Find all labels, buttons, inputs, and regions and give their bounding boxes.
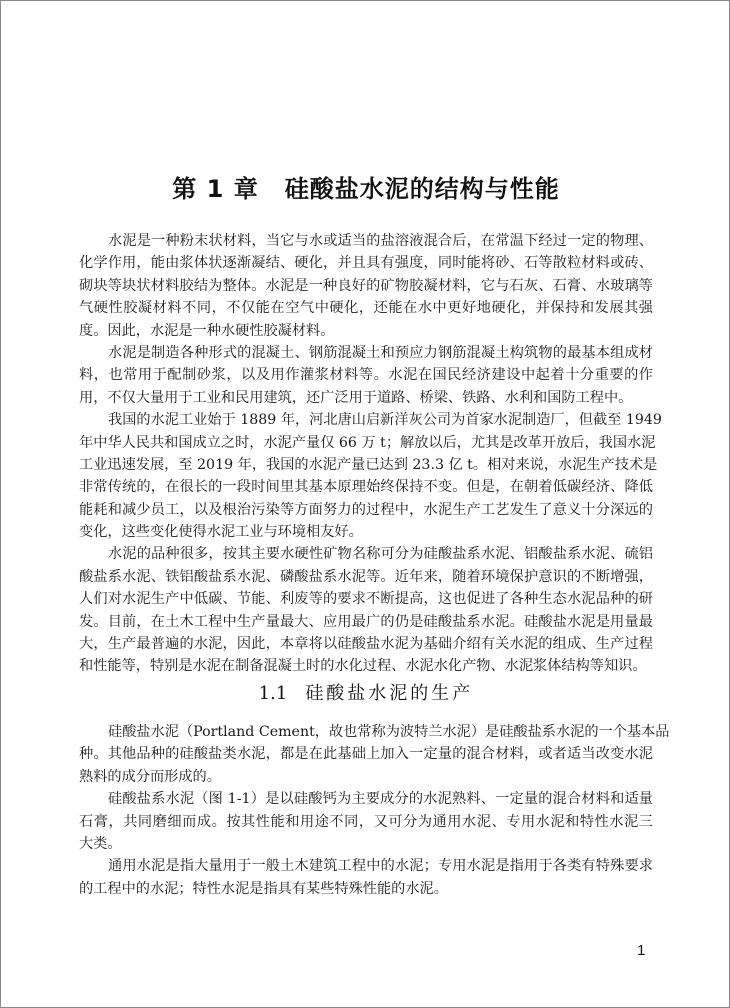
text-line: 气硬性胶凝材料不同，不仅能在空气中硬化，还能在水中更好地硬化，并保持和发展其强 — [79, 300, 653, 317]
section-number: 1.1 — [258, 683, 288, 704]
text-line: 种。其他品种的硅酸盐类水泥，都是在此基础上加入一定量的混合材料，或者适当改变水泥 — [79, 746, 653, 763]
chapter-title: 硅酸盐水泥的结构与性能 — [284, 175, 560, 203]
paragraph — [79, 721, 670, 788]
text-line: 年中华人民共和国成立之时，水泥产量仅 66 万 t；解放以后，尤其是改革开放后，我国水泥 — [79, 434, 656, 451]
text-line: 大，生产最普遍的水泥，因此，本章将以硅酸盐水泥为基础介绍有关水泥的组成、生产过程 — [79, 636, 653, 653]
text-line: 水泥是一种粉末状材料，当它与水或适当的盐溶液混合后，在常温下经过一定的物理、 — [108, 233, 653, 249]
text-line: 发。目前，在土木工程中生产量最大、应用最广的仍是硅酸盐系水泥。硅酸盐水泥是用量最 — [79, 613, 653, 630]
section-heading — [1, 679, 730, 705]
paragraph — [79, 230, 653, 342]
text-line: 我国的水泥工业始于 1889 年，河北唐山启新洋灰公司为首家水泥制造厂，但截至 1949 — [108, 412, 662, 429]
text-line: 的工程中的水泥；特性水泥是指具有某些特殊性能的水泥。 — [79, 880, 448, 897]
paragraph — [79, 788, 653, 855]
paragraph — [79, 543, 653, 677]
text-line: 水泥是制造各种形式的混凝土、钢筋混凝土和预应力钢筋混凝土构筑物的最基本组成材 — [108, 344, 653, 361]
paragraph — [79, 855, 653, 900]
text-line: 非常传统的，在很长的一段时间里其基本原理始终保持不变。但是，在朝着低碳经济、降低 — [79, 479, 653, 496]
text-line: 砌块等块状材料胶结为整体。水泥是一种良好的矿物胶凝材料，它与石灰、石膏、水玻璃等 — [79, 277, 653, 294]
text-line: 熟料的成分而形成的。 — [79, 768, 221, 785]
text-line: 石膏，共同磨细而成。按其性能和用途不同，又可分为通用水泥、专用水泥和特性水泥三 — [79, 813, 653, 830]
text-line: 能耗和减少员工，以及根治污染等方面努力的过程中，水泥生产工艺发生了意义十分深远的 — [79, 501, 653, 518]
text-line: 酸盐系水泥、铁铝酸盐系水泥、磷酸盐系水泥等。近年来，随着环境保护意识的不断增强， — [79, 568, 653, 585]
text-line: 通用水泥是指大量用于一般土木建筑工程中的水泥；专用水泥是指用于各类有特殊要求 — [108, 858, 653, 875]
text-line: 人们对水泥生产中低碳、节能、利废等的要求不断提高，这也促进了各种生态水泥品种的研 — [79, 591, 653, 608]
text-line: 变化，这些变化使得水泥工业与环境相友好。 — [79, 524, 363, 541]
text-line: 硅酸盐水泥（Portland Cement，故也常称为波特兰水泥）是硅酸盐系水泥的一个基本品 — [108, 724, 670, 740]
section-text — [79, 721, 670, 900]
paragraph — [79, 342, 653, 409]
text-line: 工业迅速发展，至 2019 年，我国的水泥产量已达到 23.3 亿 t。相对来说，水泥生产技术是 — [79, 456, 658, 473]
text-line: 大类。 — [79, 835, 122, 852]
paragraph — [79, 409, 662, 543]
page-number: 1 — [637, 942, 646, 959]
text-line: 水泥的品种很多，按其主要水硬性矿物名称可分为硅酸盐系水泥、铝酸盐系水泥、硫铝 — [108, 546, 653, 563]
section-title: 硅酸盐水泥的生产 — [305, 683, 474, 704]
intro-text — [79, 230, 662, 678]
text-line: 和性能等，特别是水泥在制备混凝土时的水化过程、水泥水化产物、水泥浆体结构等知识。 — [79, 658, 647, 675]
text-line: 用，不仅大量用于工业和民用建筑，还广泛用于道路、桥梁、铁路、水利和国防工程中。 — [79, 389, 633, 406]
text-line: 料，也常用于配制砂浆，以及用作灌浆材料等。水泥在国民经济建设中起着十分重要的作 — [79, 367, 653, 384]
text-line: 度。因此，水泥是一种水硬性胶凝材料。 — [79, 322, 335, 339]
chapter-number: 第 1 章 — [172, 175, 259, 203]
chapter-heading — [1, 169, 730, 204]
text-line: 硅酸盐系水泥（图 1-1）是以硅酸钙为主要成分的水泥熟料、一定量的混合材料和适量 — [108, 791, 653, 808]
text-line: 化学作用，能由浆体状逐渐凝结、硬化，并且具有强度，同时能将砂、石等散粒材料或砖、 — [79, 255, 653, 272]
